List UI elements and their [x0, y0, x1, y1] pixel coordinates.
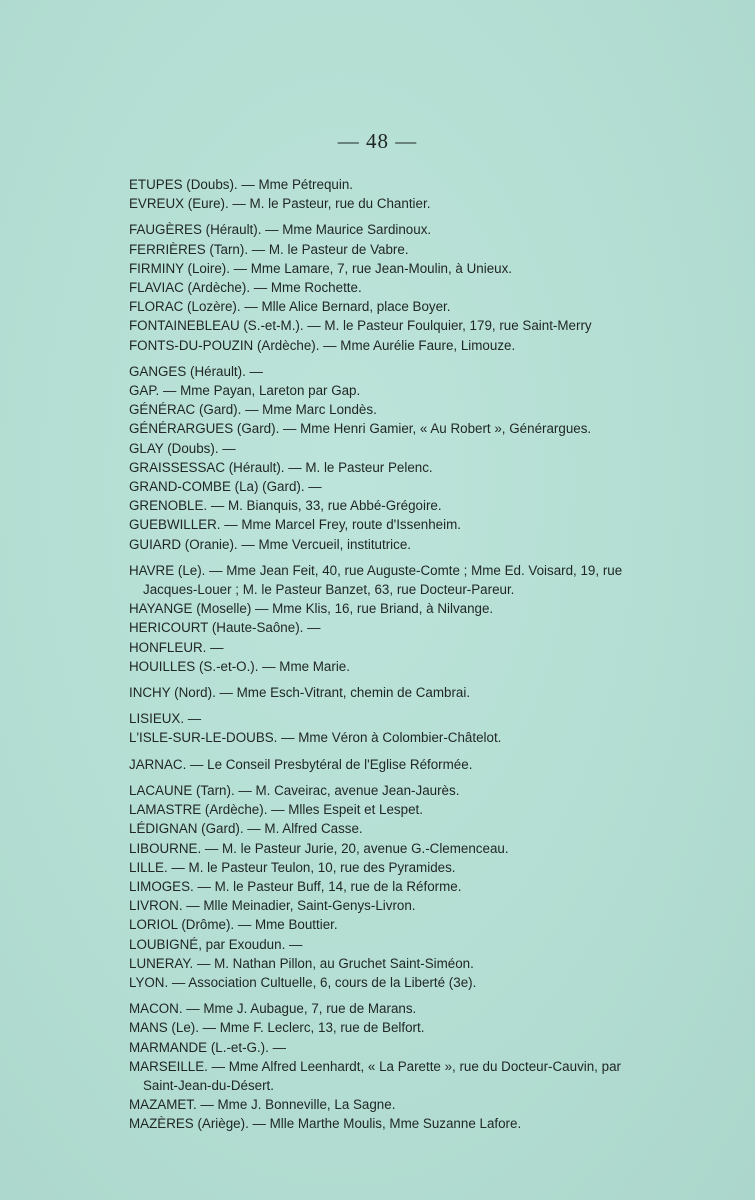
directory-entry: FIRMINY (Loire). — Mme Lamare, 7, rue Jean-Moulin, à Unieux.	[129, 260, 513, 276]
directory-entry: LIBOURNE. — M. le Pasteur Jurie, 20, avenue G.-Clemenceau.	[129, 840, 509, 856]
directory-entry: ETUPES (Doubs). — Mme Pétrequin.	[129, 177, 353, 192]
directory-entry: L'ISLE-SUR-LE-DOUBS. — Mme Véron à Colombier-Châtelot.	[129, 730, 502, 746]
directory-entry: MAZAMET. — Mme J. Bonneville, La Sagne.	[129, 1097, 396, 1113]
directory-entry: HONFLEUR. —	[129, 639, 224, 655]
directory-entry: FLORAC (Lozère). — Mlle Alice Bernard, place Boyer.	[129, 299, 451, 315]
page-number: — 48 —	[337, 129, 418, 153]
entry-group	[129, 683, 659, 702]
directory-entry: FERRIÈRES (Tarn). — M. le Pasteur de Vabre.	[129, 241, 409, 257]
directory-entry: LAMASTRE (Ardèche). — Mlles Espeit et Lespet.	[129, 802, 423, 818]
directory-entry: LORIOL (Drôme). — Mme Bouttier.	[129, 917, 338, 933]
directory-entry: LIVRON. — Mlle Meinadier, Saint-Genys-Livron.	[129, 898, 416, 914]
directory-entry: EVREUX (Eure). — M. le Pasteur, rue du Chantier.	[129, 196, 431, 212]
directory-entry: FAUGÈRES (Hérault). — Mme Maurice Sardinoux.	[129, 222, 432, 238]
directory-entry: JARNAC. — Le Conseil Presbytéral de l'Eglise Réformée.	[129, 756, 473, 772]
directory-entry: LUNERAY. — M. Nathan Pillon, au Gruchet Saint-Siméon.	[129, 955, 474, 971]
directory-entry: FONTAINEBLEAU (S.-et-M.). — M. le Pasteur Foulquier, 179, rue Saint-Merry	[129, 318, 592, 334]
entry-group	[129, 999, 659, 1133]
directory-entry: FONTS-DU-POUZIN (Ardèche). — Mme Aurélie Faure, Limouze.	[129, 337, 516, 353]
directory-entry: GÉNÉRARGUES (Gard). — Mme Henri Gamier, « Au Robert », Générargues.	[129, 421, 592, 437]
directory-entry: GRENOBLE. — M. Bianquis, 33, rue Abbé-Grégoire.	[129, 498, 442, 514]
directory-entry: GANGES (Hérault). —	[129, 363, 263, 379]
directory-entry: FLAVIAC (Ardèche). — Mme Rochette.	[129, 280, 362, 296]
directory-list	[129, 175, 659, 1141]
directory-entry: GRAND-COMBE (La) (Gard). —	[129, 479, 322, 495]
directory-entry: GUEBWILLER. — Mme Marcel Frey, route d'Issenheim.	[129, 517, 461, 533]
directory-entry: INCHY (Nord). — Mme Esch-Vitrant, chemin de Cambrai.	[129, 685, 471, 701]
entry-group	[129, 175, 659, 213]
directory-entry: MARMANDE (L.-et-G.). —	[129, 1039, 286, 1055]
directory-entry: LACAUNE (Tarn). — M. Caveirac, avenue Jean-Jaurès.	[129, 782, 460, 798]
directory-entry: GLAY (Doubs). —	[129, 440, 236, 456]
entry-group	[129, 362, 659, 554]
directory-entry: LILLE. — M. le Pasteur Teulon, 10, rue des Pyramides.	[129, 859, 456, 875]
directory-entry: LISIEUX. —	[129, 711, 202, 727]
directory-entry: HAVRE (Le). — Mme Jean Feit, 40, rue Auguste-Comte ; Mme Ed. Voisard, 19, rue Jacques-Louer ; M. le Pasteur Banzet, 63, rue Docteur-Pareur.	[129, 562, 623, 598]
entry-group	[129, 755, 659, 774]
directory-entry: GÉNÉRAC (Gard). — Mme Marc Londès.	[129, 402, 377, 418]
directory-entry: GUIARD (Oranie). — Mme Vercueil, institutrice.	[129, 536, 412, 552]
directory-entry: MACON. — Mme J. Aubague, 7, rue de Marans.	[129, 1001, 417, 1017]
entry-group	[129, 220, 659, 354]
directory-entry: MAZÈRES (Ariège). — Mlle Marthe Moulis, Mme Suzanne Lafore.	[129, 1116, 522, 1132]
directory-entry: LÉDIGNAN (Gard). — M. Alfred Casse.	[129, 821, 363, 837]
directory-entry: LOUBIGNÉ, par Exoudun. —	[129, 936, 303, 952]
entry-group	[129, 561, 659, 676]
directory-entry: GAP. — Mme Payan, Lareton par Gap.	[129, 383, 361, 399]
entry-group	[129, 709, 659, 747]
entry-group	[129, 781, 659, 992]
directory-entry: HERICOURT (Haute-Saône). —	[129, 620, 321, 636]
directory-entry: GRAISSESSAC (Hérault). — M. le Pasteur Pelenc.	[129, 459, 433, 475]
directory-entry: LIMOGES. — M. le Pasteur Buff, 14, rue de la Réforme.	[129, 878, 462, 894]
directory-entry: MANS (Le). — Mme F. Leclerc, 13, rue de Belfort.	[129, 1020, 425, 1036]
directory-entry: HAYANGE (Moselle) — Mme Klis, 16, rue Briand, à Nilvange.	[129, 601, 494, 617]
directory-entry: LYON. — Association Cultuelle, 6, cours de la Liberté (3e).	[129, 974, 477, 990]
directory-entry: HOUILLES (S.-et-O.). — Mme Marie.	[129, 658, 350, 674]
directory-entry: MARSEILLE. — Mme Alfred Leenhardt, « La Parette », rue du Docteur-Cauvin, par Saint-Jean-du-Désert.	[129, 1058, 621, 1093]
